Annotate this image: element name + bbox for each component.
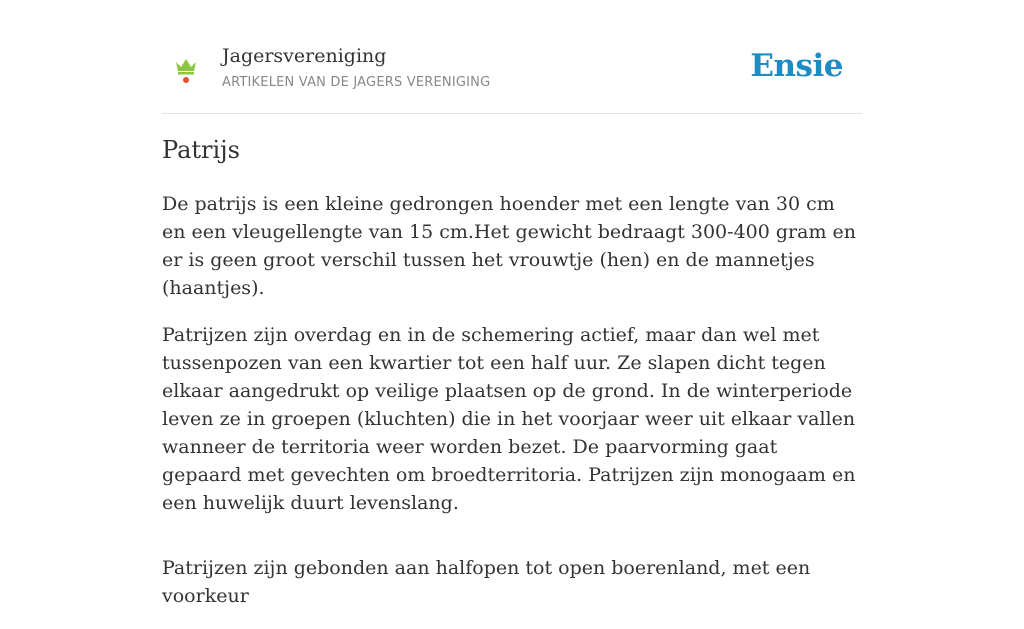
crown-icon xyxy=(174,56,198,84)
article-title: Patrijs xyxy=(162,136,240,164)
site-header xyxy=(162,0,862,114)
article-page xyxy=(162,0,862,607)
paragraph-2: Patrijzen zijn overdag en in de schemering actief, maar dan wel met tussenpozen van een kwartier tot een half uur. Ze slapen dicht tegen elkaar aangedrukt op veilige plaatsen op de grond. In de winterperiode leven ze in groepen (kluchten) die in het voorjaar weer uit elkaar vallen wanneer de territoria weer worden bezet. De paarvorming gaat gepaard met gevechten om broedterritoria. Patrijzen zijn monogaam en een huwelijk duurt levenslang. xyxy=(162,324,856,514)
ensie-logo[interactable]: Ensie xyxy=(750,48,843,84)
paragraph-1: De patrijs is een kleine gedrongen hoender met een lengte van 30 cm en een vleugellengte van 15 cm.Het gewicht bedraagt 300-400 gram en er is geen groot verschil tussen het vrouwtje (hen) en de mannetjes (haantjes). xyxy=(162,193,856,299)
article-body xyxy=(162,190,862,629)
org-name[interactable]: Jagersvereniging xyxy=(222,45,387,67)
paragraph-3: Patrijzen zijn gebonden aan halfopen tot open boerenland, met een voorkeur xyxy=(162,557,811,607)
org-tagline: ARTIKELEN VAN DE JAGERS VERENIGING xyxy=(222,75,491,90)
